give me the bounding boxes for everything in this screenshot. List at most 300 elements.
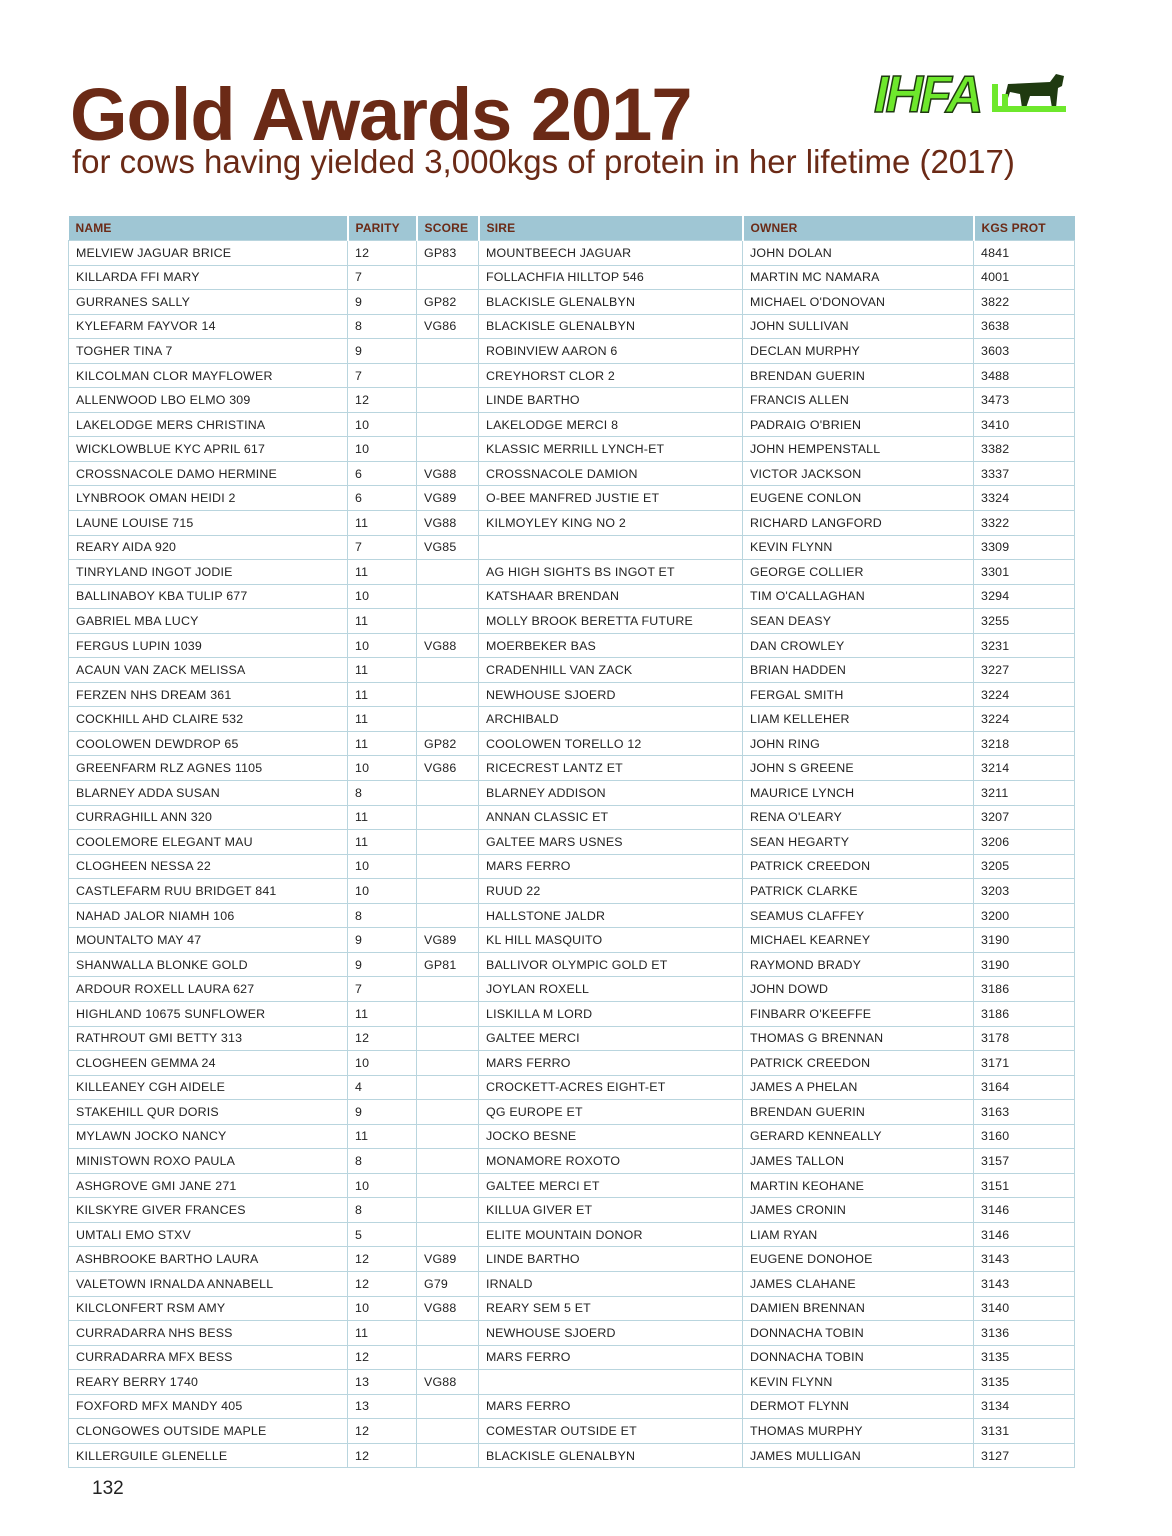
cell-sire: COMESTAR OUTSIDE ET <box>479 1419 743 1444</box>
cell-kgs-prot: 4841 <box>974 241 1075 266</box>
cell-name: CURRADARRA MFX BESS <box>69 1345 348 1370</box>
table-row <box>69 1075 1075 1100</box>
table-row <box>69 388 1075 413</box>
cell-score <box>417 412 479 437</box>
cell-parity: 12 <box>348 1271 417 1296</box>
cell-score <box>417 1222 479 1247</box>
cell-kgs-prot: 3200 <box>974 903 1075 928</box>
cell-parity: 13 <box>348 1370 417 1395</box>
table-row <box>69 609 1075 634</box>
cell-sire: FOLLACHFIA HILLTOP 546 <box>479 265 743 290</box>
cell-name: KILSKYRE GIVER FRANCES <box>69 1198 348 1223</box>
ihfa-logo <box>870 64 1070 120</box>
cell-sire: MARS FERRO <box>479 1394 743 1419</box>
cell-owner: RENA O'LEARY <box>743 805 974 830</box>
cell-sire: MARS FERRO <box>479 1345 743 1370</box>
cell-owner: VICTOR JACKSON <box>743 461 974 486</box>
cell-parity: 11 <box>348 1124 417 1149</box>
table-row <box>69 1296 1075 1321</box>
cell-kgs-prot: 3224 <box>974 682 1075 707</box>
cell-parity: 10 <box>348 633 417 658</box>
table-row <box>69 854 1075 879</box>
cell-score <box>417 1173 479 1198</box>
cell-name: CROSSNACOLE DAMO HERMINE <box>69 461 348 486</box>
cell-owner: MICHAEL KEARNEY <box>743 928 974 953</box>
cell-score: VG85 <box>417 535 479 560</box>
cell-kgs-prot: 3382 <box>974 437 1075 462</box>
cell-score <box>417 658 479 683</box>
cell-kgs-prot: 3822 <box>974 290 1075 315</box>
cell-name: ARDOUR ROXELL LAURA 627 <box>69 977 348 1002</box>
cell-sire: BALLIVOR OLYMPIC GOLD ET <box>479 952 743 977</box>
cell-name: LAUNE LOUISE 715 <box>69 511 348 536</box>
column-header-kgs-prot: KGS PROT <box>974 216 1075 241</box>
cell-sire: KILLUA GIVER ET <box>479 1198 743 1223</box>
table-row <box>69 1345 1075 1370</box>
cell-parity: 10 <box>348 584 417 609</box>
cell-name: CASTLEFARM RUU BRIDGET 841 <box>69 879 348 904</box>
cell-sire: GALTEE MERCI <box>479 1026 743 1051</box>
cell-sire: HALLSTONE JALDR <box>479 903 743 928</box>
cell-sire: LINDE BARTHO <box>479 1247 743 1272</box>
cell-score: GP82 <box>417 290 479 315</box>
table-row <box>69 511 1075 536</box>
cell-parity: 9 <box>348 290 417 315</box>
cell-owner: EUGENE CONLON <box>743 486 974 511</box>
cell-owner: JAMES A PHELAN <box>743 1075 974 1100</box>
cell-sire: O-BEE MANFRED JUSTIE ET <box>479 486 743 511</box>
cell-sire: NEWHOUSE SJOERD <box>479 682 743 707</box>
column-header-owner: OWNER <box>743 216 974 241</box>
cell-owner: DONNACHA TOBIN <box>743 1321 974 1346</box>
column-header-score: SCORE <box>417 216 479 241</box>
cell-score <box>417 584 479 609</box>
cell-name: HIGHLAND 10675 SUNFLOWER <box>69 1001 348 1026</box>
cell-parity: 12 <box>348 1026 417 1051</box>
cell-parity: 9 <box>348 1100 417 1125</box>
cell-score <box>417 1443 479 1468</box>
cell-score <box>417 1100 479 1125</box>
cell-parity: 12 <box>348 241 417 266</box>
cell-name: COOLEMORE ELEGANT MAU <box>69 830 348 855</box>
cell-sire: REARY SEM 5 ET <box>479 1296 743 1321</box>
cell-name: FERGUS LUPIN 1039 <box>69 633 348 658</box>
cell-name: FOXFORD MFX MANDY 405 <box>69 1394 348 1419</box>
cell-owner: JAMES MULLIGAN <box>743 1443 974 1468</box>
cell-name: LAKELODGE MERS CHRISTINA <box>69 412 348 437</box>
cell-kgs-prot: 3157 <box>974 1149 1075 1174</box>
column-header-parity: PARITY <box>348 216 417 241</box>
cell-sire: ELITE MOUNTAIN DONOR <box>479 1222 743 1247</box>
cell-name: ASHBROOKE BARTHO LAURA <box>69 1247 348 1272</box>
cell-score: GP81 <box>417 952 479 977</box>
cell-parity: 6 <box>348 461 417 486</box>
cell-sire: CREYHORST CLOR 2 <box>479 363 743 388</box>
cell-owner: JOHN S GREENE <box>743 756 974 781</box>
cell-owner: GEORGE COLLIER <box>743 560 974 585</box>
cell-score <box>417 1149 479 1174</box>
table-row <box>69 1173 1075 1198</box>
cell-sire: JOCKO BESNE <box>479 1124 743 1149</box>
table-row <box>69 535 1075 560</box>
cell-name: BALLINABOY KBA TULIP 677 <box>69 584 348 609</box>
cell-kgs-prot: 3140 <box>974 1296 1075 1321</box>
cell-parity: 12 <box>348 1345 417 1370</box>
cell-sire: GALTEE MARS USNES <box>479 830 743 855</box>
cell-score <box>417 609 479 634</box>
table-row <box>69 1198 1075 1223</box>
cell-kgs-prot: 3146 <box>974 1222 1075 1247</box>
cell-kgs-prot: 3186 <box>974 1001 1075 1026</box>
cell-sire <box>479 535 743 560</box>
cell-name: KYLEFARM FAYVOR 14 <box>69 314 348 339</box>
cell-score: VG88 <box>417 511 479 536</box>
cell-name: KILCOLMAN CLOR MAYFLOWER <box>69 363 348 388</box>
cell-parity: 8 <box>348 781 417 806</box>
cell-kgs-prot: 3171 <box>974 1051 1075 1076</box>
cell-name: WICKLOWBLUE KYC APRIL 617 <box>69 437 348 462</box>
cell-sire: LAKELODGE MERCI 8 <box>479 412 743 437</box>
cell-owner: LIAM KELLEHER <box>743 707 974 732</box>
cell-kgs-prot: 3136 <box>974 1321 1075 1346</box>
cell-score <box>417 781 479 806</box>
page-number: 132 <box>92 1478 124 1499</box>
cell-owner: DECLAN MURPHY <box>743 339 974 364</box>
cell-name: GREENFARM RLZ AGNES 1105 <box>69 756 348 781</box>
cell-sire: KLASSIC MERRILL LYNCH-ET <box>479 437 743 462</box>
cell-sire: MARS FERRO <box>479 1051 743 1076</box>
cell-score: G79 <box>417 1271 479 1296</box>
page-title: Gold Awards 2017 <box>70 73 692 156</box>
cell-kgs-prot: 3294 <box>974 584 1075 609</box>
cell-owner: LIAM RYAN <box>743 1222 974 1247</box>
cell-owner: KEVIN FLYNN <box>743 1370 974 1395</box>
cell-name: ASHGROVE GMI JANE 271 <box>69 1173 348 1198</box>
cell-kgs-prot: 3218 <box>974 731 1075 756</box>
column-header-sire: SIRE <box>479 216 743 241</box>
cell-sire: CRADENHILL VAN ZACK <box>479 658 743 683</box>
table-row <box>69 1370 1075 1395</box>
cell-name: GURRANES SALLY <box>69 290 348 315</box>
cell-name: ACAUN VAN ZACK MELISSA <box>69 658 348 683</box>
table-row <box>69 1394 1075 1419</box>
cell-score <box>417 1075 479 1100</box>
cell-name: STAKEHILL QUR DORIS <box>69 1100 348 1125</box>
table-row <box>69 412 1075 437</box>
cell-sire: JOYLAN ROXELL <box>479 977 743 1002</box>
cell-kgs-prot: 3214 <box>974 756 1075 781</box>
cell-owner: JOHN HEMPENSTALL <box>743 437 974 462</box>
cell-score <box>417 1001 479 1026</box>
cell-sire: CROSSNACOLE DAMION <box>479 461 743 486</box>
table-row <box>69 461 1075 486</box>
cell-parity: 9 <box>348 339 417 364</box>
cell-owner: SEAN DEASY <box>743 609 974 634</box>
cell-owner: BRENDAN GUERIN <box>743 363 974 388</box>
cell-parity: 11 <box>348 682 417 707</box>
cell-name: NAHAD JALOR NIAMH 106 <box>69 903 348 928</box>
cell-name: FERZEN NHS DREAM 361 <box>69 682 348 707</box>
cell-kgs-prot: 3301 <box>974 560 1075 585</box>
cell-score: VG89 <box>417 928 479 953</box>
cell-kgs-prot: 3186 <box>974 977 1075 1002</box>
cell-sire: GALTEE MERCI ET <box>479 1173 743 1198</box>
cell-parity: 7 <box>348 977 417 1002</box>
cell-name: RATHROUT GMI BETTY 313 <box>69 1026 348 1051</box>
cell-kgs-prot: 3603 <box>974 339 1075 364</box>
cell-owner: JOHN SULLIVAN <box>743 314 974 339</box>
table-row <box>69 658 1075 683</box>
cell-kgs-prot: 3164 <box>974 1075 1075 1100</box>
cell-score <box>417 977 479 1002</box>
cell-kgs-prot: 3146 <box>974 1198 1075 1223</box>
table-row <box>69 977 1075 1002</box>
cell-score: GP82 <box>417 731 479 756</box>
page-subtitle: for cows having yielded 3,000kgs of protein in her lifetime (2017) <box>72 143 1015 180</box>
cell-parity: 12 <box>348 1443 417 1468</box>
cell-parity: 12 <box>348 1247 417 1272</box>
cell-sire: MOLLY BROOK BERETTA FUTURE <box>479 609 743 634</box>
cell-parity: 7 <box>348 363 417 388</box>
cell-parity: 11 <box>348 731 417 756</box>
table-row <box>69 879 1075 904</box>
table-row <box>69 1222 1075 1247</box>
cell-name: MINISTOWN ROXO PAULA <box>69 1149 348 1174</box>
cell-kgs-prot: 3203 <box>974 879 1075 904</box>
cell-parity: 8 <box>348 1198 417 1223</box>
cell-sire: ANNAN CLASSIC ET <box>479 805 743 830</box>
cell-sire: BLARNEY ADDISON <box>479 781 743 806</box>
table-row <box>69 707 1075 732</box>
cell-name: COOLOWEN DEWDROP 65 <box>69 731 348 756</box>
table-row <box>69 731 1075 756</box>
gold-awards-table <box>68 216 1075 1468</box>
cell-owner: DONNACHA TOBIN <box>743 1345 974 1370</box>
cell-owner: SEAN HEGARTY <box>743 830 974 855</box>
cell-parity: 7 <box>348 535 417 560</box>
cell-sire: BLACKISLE GLENALBYN <box>479 1443 743 1468</box>
cell-name: COCKHILL AHD CLAIRE 532 <box>69 707 348 732</box>
cell-sire: ROBINVIEW AARON 6 <box>479 339 743 364</box>
cell-name: KILLARDA FFI MARY <box>69 265 348 290</box>
cell-owner: MICHAEL O'DONOVAN <box>743 290 974 315</box>
cell-name: ALLENWOOD LBO ELMO 309 <box>69 388 348 413</box>
table-row <box>69 830 1075 855</box>
cell-parity: 10 <box>348 756 417 781</box>
cell-sire: BLACKISLE GLENALBYN <box>479 290 743 315</box>
cell-name: CLONGOWES OUTSIDE MAPLE <box>69 1419 348 1444</box>
cell-owner: PATRICK CLARKE <box>743 879 974 904</box>
table-row <box>69 486 1075 511</box>
table-row <box>69 1271 1075 1296</box>
cell-kgs-prot: 4001 <box>974 265 1075 290</box>
cell-score <box>417 1198 479 1223</box>
cell-kgs-prot: 3205 <box>974 854 1075 879</box>
table-row <box>69 781 1075 806</box>
cell-score <box>417 339 479 364</box>
cell-owner: JOHN DOLAN <box>743 241 974 266</box>
cell-owner: MARTIN KEOHANE <box>743 1173 974 1198</box>
table-row <box>69 1149 1075 1174</box>
table-row <box>69 314 1075 339</box>
table-row <box>69 805 1075 830</box>
cell-sire: ARCHIBALD <box>479 707 743 732</box>
table-row <box>69 290 1075 315</box>
table-row <box>69 928 1075 953</box>
cell-owner: DERMOT FLYNN <box>743 1394 974 1419</box>
cell-owner: JAMES CLAHANE <box>743 1271 974 1296</box>
cell-owner: FRANCIS ALLEN <box>743 388 974 413</box>
cell-name: SHANWALLA BLONKE GOLD <box>69 952 348 977</box>
cell-parity: 10 <box>348 1173 417 1198</box>
cell-score <box>417 1345 479 1370</box>
column-header-name: NAME <box>69 216 348 241</box>
cell-parity: 8 <box>348 903 417 928</box>
cell-name: MOUNTALTO MAY 47 <box>69 928 348 953</box>
cell-name: BLARNEY ADDA SUSAN <box>69 781 348 806</box>
cell-owner: THOMAS MURPHY <box>743 1419 974 1444</box>
cell-parity: 11 <box>348 1321 417 1346</box>
cell-score <box>417 682 479 707</box>
cell-parity: 11 <box>348 1001 417 1026</box>
cell-parity: 5 <box>348 1222 417 1247</box>
cell-kgs-prot: 3207 <box>974 805 1075 830</box>
cell-owner: FINBARR O'KEEFFE <box>743 1001 974 1026</box>
cell-parity: 12 <box>348 388 417 413</box>
cell-parity: 13 <box>348 1394 417 1419</box>
cell-owner: GERARD KENNEALLY <box>743 1124 974 1149</box>
table-body <box>69 241 1075 1468</box>
cell-kgs-prot: 3135 <box>974 1370 1075 1395</box>
cell-score <box>417 1394 479 1419</box>
cell-parity: 8 <box>348 1149 417 1174</box>
cell-owner: JOHN RING <box>743 731 974 756</box>
table-row <box>69 1124 1075 1149</box>
cell-score <box>417 1124 479 1149</box>
cell-name: KILCLONFERT RSM AMY <box>69 1296 348 1321</box>
cell-name: CURRAGHILL ANN 320 <box>69 805 348 830</box>
cell-owner: MAURICE LYNCH <box>743 781 974 806</box>
cell-kgs-prot: 3206 <box>974 830 1075 855</box>
table-row <box>69 1247 1075 1272</box>
cell-parity: 10 <box>348 854 417 879</box>
cell-kgs-prot: 3178 <box>974 1026 1075 1051</box>
cell-score: VG89 <box>417 1247 479 1272</box>
table-row <box>69 1100 1075 1125</box>
cell-score <box>417 388 479 413</box>
cell-kgs-prot: 3134 <box>974 1394 1075 1419</box>
cell-parity: 6 <box>348 486 417 511</box>
cell-owner: PADRAIG O'BRIEN <box>743 412 974 437</box>
cell-sire: KATSHAAR BRENDAN <box>479 584 743 609</box>
cell-score <box>417 1051 479 1076</box>
cell-kgs-prot: 3473 <box>974 388 1075 413</box>
cell-kgs-prot: 3324 <box>974 486 1075 511</box>
cell-score <box>417 707 479 732</box>
table-row <box>69 1051 1075 1076</box>
cell-parity: 9 <box>348 952 417 977</box>
cell-owner: PATRICK CREEDON <box>743 854 974 879</box>
cell-sire: MOUNTBEECH JAGUAR <box>479 241 743 266</box>
cell-owner: TIM O'CALLAGHAN <box>743 584 974 609</box>
cell-sire: KL HILL MASQUITO <box>479 928 743 953</box>
cell-sire: LINDE BARTHO <box>479 388 743 413</box>
cell-parity: 7 <box>348 265 417 290</box>
cell-score <box>417 560 479 585</box>
table-row <box>69 265 1075 290</box>
cell-score: VG88 <box>417 461 479 486</box>
cell-score <box>417 1419 479 1444</box>
cell-kgs-prot: 3224 <box>974 707 1075 732</box>
cell-parity: 11 <box>348 658 417 683</box>
table-row <box>69 1321 1075 1346</box>
cell-owner: DAMIEN BRENNAN <box>743 1296 974 1321</box>
cell-sire: CROCKETT-ACRES EIGHT-ET <box>479 1075 743 1100</box>
cell-owner: FERGAL SMITH <box>743 682 974 707</box>
cell-owner: JAMES CRONIN <box>743 1198 974 1223</box>
cell-sire: LISKILLA M LORD <box>479 1001 743 1026</box>
cell-parity: 10 <box>348 437 417 462</box>
cell-score: VG88 <box>417 1296 479 1321</box>
cell-owner: BRENDAN GUERIN <box>743 1100 974 1125</box>
cell-kgs-prot: 3190 <box>974 928 1075 953</box>
cell-kgs-prot: 3151 <box>974 1173 1075 1198</box>
cell-kgs-prot: 3163 <box>974 1100 1075 1125</box>
cell-parity: 11 <box>348 830 417 855</box>
cell-kgs-prot: 3127 <box>974 1443 1075 1468</box>
cell-name: VALETOWN IRNALDA ANNABELL <box>69 1271 348 1296</box>
cell-owner: SEAMUS CLAFFEY <box>743 903 974 928</box>
cell-score <box>417 1026 479 1051</box>
cell-owner: RICHARD LANGFORD <box>743 511 974 536</box>
cell-kgs-prot: 3410 <box>974 412 1075 437</box>
cell-parity: 11 <box>348 707 417 732</box>
table-row <box>69 584 1075 609</box>
table-row <box>69 903 1075 928</box>
cell-name: MELVIEW JAGUAR BRICE <box>69 241 348 266</box>
cell-name: MYLAWN JOCKO NANCY <box>69 1124 348 1149</box>
cell-parity: 9 <box>348 928 417 953</box>
table-row <box>69 682 1075 707</box>
cell-owner: DAN CROWLEY <box>743 633 974 658</box>
cow-silhouette-icon <box>1003 74 1064 108</box>
cell-parity: 12 <box>348 1419 417 1444</box>
cell-owner: MARTIN MC NAMARA <box>743 265 974 290</box>
cell-parity: 4 <box>348 1075 417 1100</box>
cell-name: CLOGHEEN GEMMA 24 <box>69 1051 348 1076</box>
cell-sire: COOLOWEN TORELLO 12 <box>479 731 743 756</box>
cell-kgs-prot: 3638 <box>974 314 1075 339</box>
table-row <box>69 560 1075 585</box>
cell-name: GABRIEL MBA LUCY <box>69 609 348 634</box>
cell-parity: 11 <box>348 560 417 585</box>
cell-score <box>417 830 479 855</box>
cell-kgs-prot: 3143 <box>974 1247 1075 1272</box>
cell-owner: JOHN DOWD <box>743 977 974 1002</box>
cell-score <box>417 363 479 388</box>
cell-score: GP83 <box>417 241 479 266</box>
cell-sire: AG HIGH SIGHTS BS INGOT ET <box>479 560 743 585</box>
table-row <box>69 241 1075 266</box>
cell-sire: IRNALD <box>479 1271 743 1296</box>
cell-owner: EUGENE DONOHOE <box>743 1247 974 1272</box>
table-row <box>69 1001 1075 1026</box>
cell-name: KILLEANEY CGH AIDELE <box>69 1075 348 1100</box>
table-row <box>69 339 1075 364</box>
cell-parity: 10 <box>348 412 417 437</box>
cell-name: LYNBROOK OMAN HEIDI 2 <box>69 486 348 511</box>
cell-owner: KEVIN FLYNN <box>743 535 974 560</box>
